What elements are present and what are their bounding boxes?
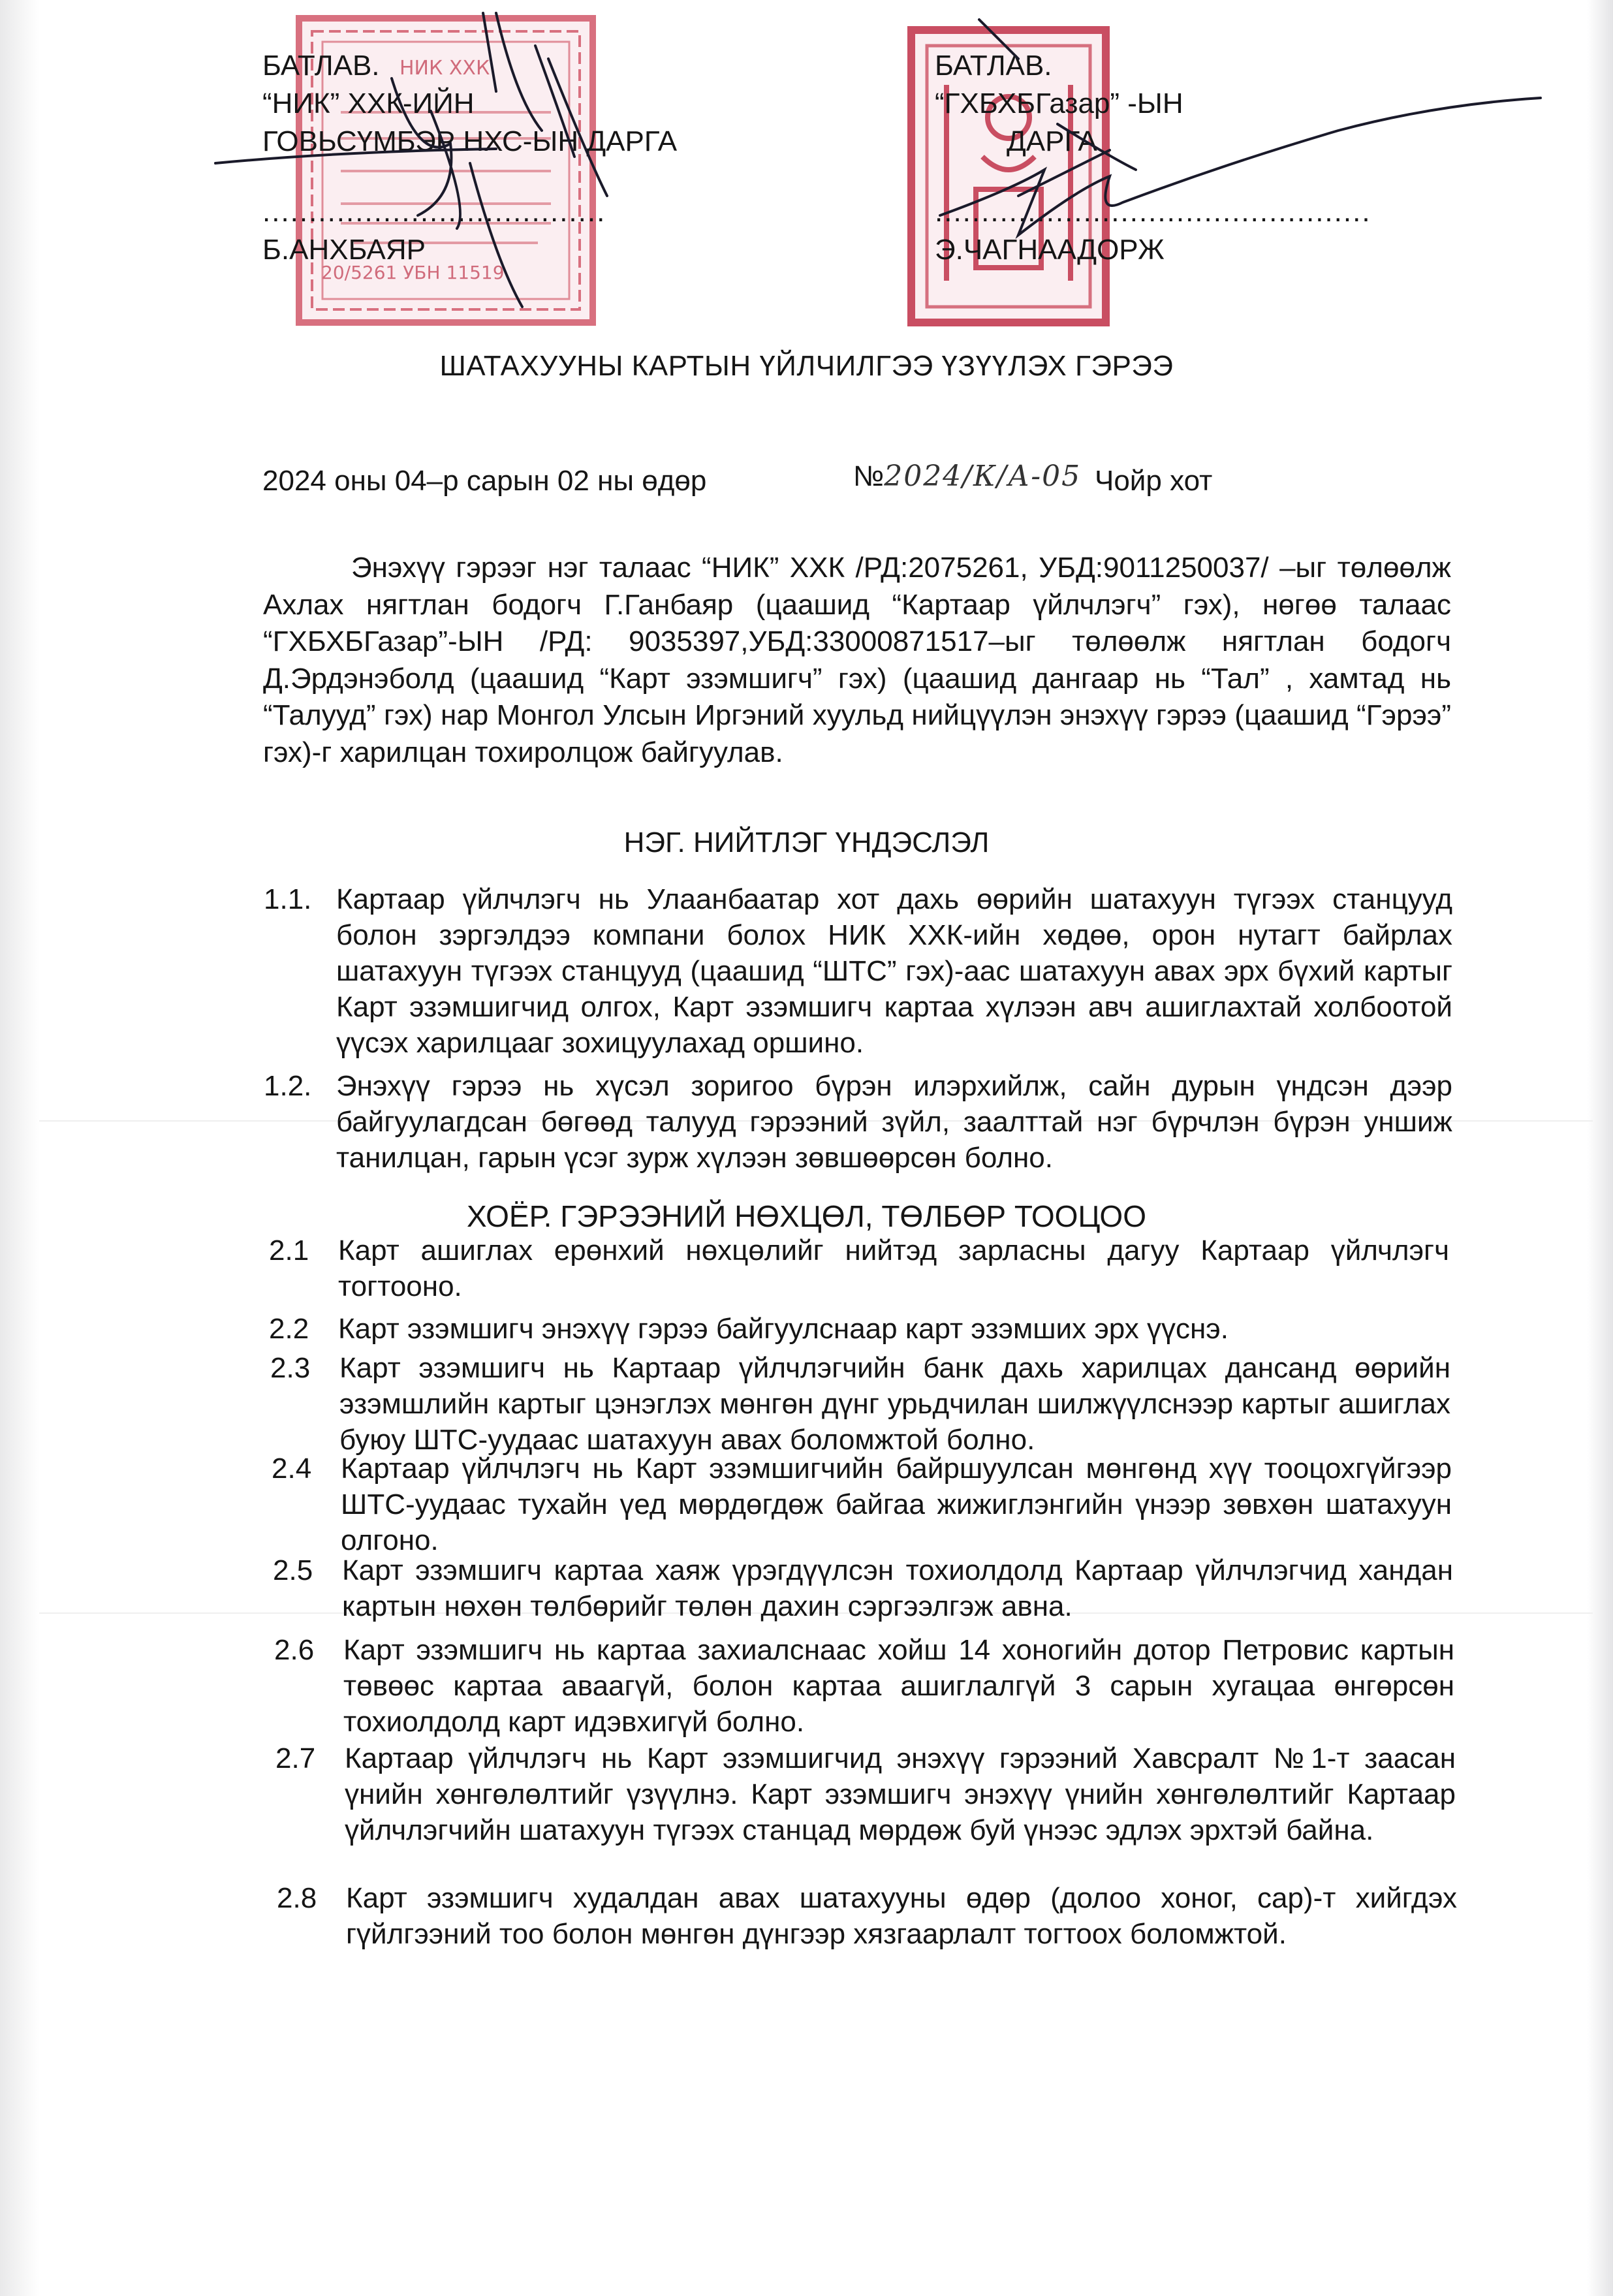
clause-number: 2.8 (277, 1882, 317, 1914)
contract-place: Чойр хот (1095, 465, 1213, 497)
clause-text: Энэхүү гэрээ нь хүсэл зоригоо бүрэн илэрхийлж, сайн дурын үндсэн дээр байгуулагдсан бөгөөд талууд гэрээний зүйл, заалттай нэг бүрчлэн бүрэн уншиж танилцан, гарын үсэг зурж хүлээн зөвшөөрсөн болно. (336, 1070, 1452, 1174)
clause-text: Карт ашиглах ерөнхий нөхцөлийг нийтэд зарласны дагуу Картаар үйлчлэгч тогтооно. (338, 1234, 1449, 1302)
clause-text: Карт эзэмшигч нь картаа захиалснаас хойш 14 хоногийн дотор Петровис картын төвөөс картаа аваагүй, болон картаа ашиглалгүй 3 сарын хугацаа өнгөрсөн тохиолдолд карт идэвхигүй болно. (343, 1634, 1454, 1738)
approval-heading: БАТЛАВ. (935, 50, 1052, 82)
seal-text-bottom: 20/5261 УБН 11519 (321, 262, 505, 283)
clause-text: Картаар үйлчлэгч нь Карт эзэмшигчид энэхүү гэрээний Хавсралт №1-т заасан үнийн хөнгөлөлтийг үзүүлнэ. Карт эзэмшигч энэхүү үнийн хөнгөлөлтийг Картаар үйлчлэгчийн шатахуун түгээх станцад мөрдөж буй үнээс эдлэх эрхтэй байна. (345, 1742, 1456, 1846)
handwritten-number: 2024/К/А-05 (884, 460, 1082, 493)
clause-text: Картаар үйлчлэгч нь Улаанбаатар хот дахь өөрийн шатахуун түгээх станцууд болон зэргэлдээ компани болох НИК ХХК-ийн хөдөө, орон нутагт байрлах шатахуун түгээх станцууд (цаашид “ШТС” гэх)-аас шатахуун авах эрх бүхий картыг Карт эзэмшигчид олгох, Карт эзэмшигч картаа хүлээн авч ашиглахтай холбоотой үүсэх харилцааг зохицуулахад оршино. (336, 883, 1452, 1059)
clause-number: 1.2. (264, 1070, 312, 1102)
approval-org: “НИК” ХХК-ИЙН (262, 87, 475, 119)
section-title-2: ХОЁР. ГЭРЭЭНИЙ НӨХЦӨЛ, ТӨЛБӨР ТООЦОО (467, 1199, 1146, 1233)
signature-left (215, 13, 607, 307)
clause-text: Карт эзэмшигч картаа хаяж үрэгдүүлсэн тохиолдолд Картаар үйлчлэгчид хандан картын нөхөн төлбөрийг төлөн дахин сэргээлгэж авна. (342, 1554, 1453, 1622)
number-sign: № (853, 460, 885, 492)
signature-right (940, 20, 1541, 235)
signature-dotted-line: ............................................... (935, 196, 1371, 228)
contract-number (853, 460, 1081, 493)
clause-text: Карт эзэмшигч энэхүү гэрээ байгуулснаар карт эзэмших эрх үүснэ. (338, 1313, 1229, 1345)
contract-date: 2024 оны 04–р сарын 02 ны өдөр (262, 465, 707, 497)
approval-org: “ГХБХБГазар” -ЫН (935, 87, 1183, 119)
section-title-1: НЭГ. НИЙТЛЭГ ҮНДЭСЛЭЛ (623, 826, 990, 858)
seal-text-top: НИК ХХК (399, 57, 490, 80)
clause-number: 2.3 (270, 1352, 311, 1384)
clause-number: 2.2 (269, 1313, 309, 1345)
clause-number: 2.6 (274, 1634, 315, 1666)
approver-name: Б.АНХБАЯР (262, 234, 426, 266)
clause-text: Картаар үйлчлэгч нь Карт эзэмшигчийн байршуулсан мөнгөнд хүү тооцохгүйгээр ШТС-уудаас тухайн үед мөрдөгдөж байгаа жижиглэнгийн үнээр зөвхөн шатахуун олгоно. (341, 1453, 1452, 1556)
clause-number: 2.4 (272, 1453, 312, 1485)
document-title: ШАТАХУУНЫ КАРТЫН ҮЙЛЧИЛГЭЭ ҮЗҮҮЛЭХ ГЭРЭЭ (439, 350, 1174, 382)
approval-heading: БАТЛАВ. (262, 50, 380, 82)
clause-number: 2.1 (269, 1234, 309, 1266)
clause-text: Карт эзэмшигч нь Картаар үйлчлэгчийн банк дахь харилцах дансанд өөрийн эзэмшлийн картыг цэнэглэх мөнгөн дүнг урьдчилан шилжүүлснээр картыг ашиглах буюу ШТС-уудаас шатахуун авах боломжтой болно. (339, 1352, 1450, 1456)
approver-name: Э.ЧАГНААДОРЖ (935, 234, 1165, 266)
clause-text: Карт эзэмшигч худалдан авах шатахууны өдөр (долоо хоног, сар)-т хийгдэх гүйлгээний тоо болон мөнгөн дүнгээр хязгаарлалт тогтоох боломжтой. (346, 1882, 1457, 1950)
handwritten-signatures (0, 0, 1613, 366)
intro-paragraph: Энэхүү гэрээг нэг талаас “НИК” ХХК /РД:2075261, УБД:9011250037/ –ыг төлөөлж Ахлах нягтлан бодогч Г.Ганбаяр (цаашид “Картаар үйлчлэгч” гэх), нөгөө талаас “ГХБХБГазар”-ЫН /РД: 9035397,УБД:33000871517–ыг төлөөлж нягтлан бодогч Д.Эрдэнэболд (цаашид “Карт эзэмшигч” гэх) (цаашид дангаар нь “Тал” , хамтад нь “Талууд” гэх) нар Монгол Улсын Иргэний хуульд нийцүүлэн энэхүү гэрээ (цаашид “Гэрээ” гэх)-г харилцан тохиролцож байгуулав. (263, 552, 1451, 768)
clause-number: 2.5 (273, 1554, 313, 1586)
signature-dotted-line: ..................................... (262, 196, 606, 228)
clause-number: 2.7 (275, 1742, 316, 1774)
approval-role: ГОВЬСҮМБЭР НХС-ЫН ДАРГА (262, 125, 678, 157)
approval-role: ДАРГА (1007, 125, 1097, 157)
clause-number: 1.1. (264, 883, 312, 915)
